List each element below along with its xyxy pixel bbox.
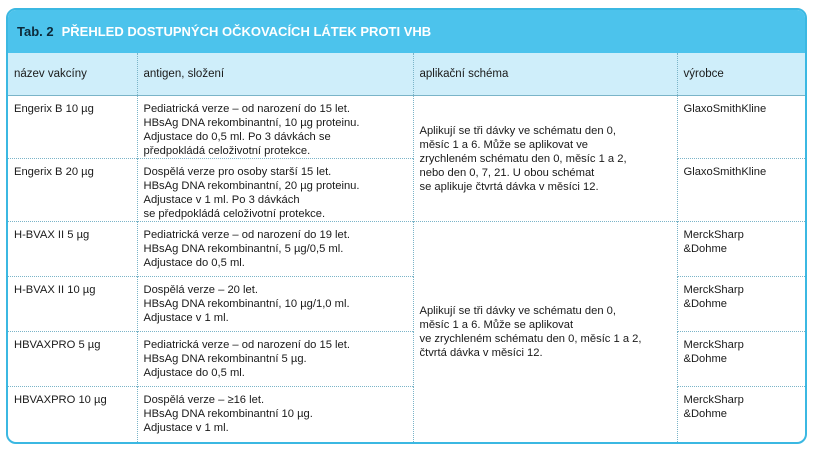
table-title: PŘEHLED DOSTUPNÝCH OČKOVACÍCH LÁTEK PROTI VHB: [61, 24, 432, 39]
composition: Dospělá verze – 20 let. HBsAg DNA rekombinantní, 10 µg/1,0 ml. Adjustace v 1 ml.: [137, 277, 413, 332]
composition: Pediatrická verze – od narození do 15 let. HBsAg DNA rekombinantní 5 µg. Adjustace do 0,5 ml.: [137, 332, 413, 387]
vaccine-name: Engerix B 10 µg: [8, 96, 137, 159]
vaccine-table: [8, 53, 805, 442]
vaccine-name: HBVAXPRO 10 µg: [8, 387, 137, 442]
manufacturer: GlaxoSmithKline: [683, 103, 767, 115]
header-manufacturer: výrobce: [677, 53, 805, 96]
vaccine-name: H-BVAX II 5 µg: [8, 222, 137, 277]
schedule-engerix: Aplikují se tři dávky ve schématu den 0, měsíc 1 a 6. Může se aplikovat ve zrychleném schématu den 0, měsíc 1 a 2, nebo den 0, 7, 21. U obou schémat se aplikuje čtvrtá dávka v měsíci 12.: [413, 96, 677, 222]
table-card: [6, 8, 807, 444]
manufacturer: MerckSharp &Dohme: [677, 332, 805, 387]
table-title-bar: [8, 10, 805, 53]
composition: Pediatrická verze – od narození do 19 let. HBsAg DNA rekombinantní, 5 µg/0,5 ml. Adjustace do 0,5 ml.: [137, 222, 413, 277]
vaccine-name: HBVAXPRO 5 µg: [8, 332, 137, 387]
manufacturer: GlaxoSmithKline: [677, 159, 805, 222]
manufacturer: MerckSharp &Dohme: [677, 222, 805, 277]
manufacturer: MerckSharp &Dohme: [677, 277, 805, 332]
table-row: [8, 96, 805, 159]
table-number: Tab. 2: [17, 24, 54, 39]
vaccine-name: H-BVAX II 10 µg: [8, 277, 137, 332]
header-schedule: aplikační schéma: [413, 53, 677, 96]
composition: Pediatrická verze – od narození do 15 let. HBsAg DNA rekombinantní, 10 µg proteinu. Adjustace do 0,5 ml. Po 3 dávkách se předpokládá celoživotní protekce.: [137, 96, 413, 159]
table-row: [8, 222, 805, 277]
header-row: [8, 53, 805, 96]
table-row: [8, 159, 805, 222]
schedule-msd: Aplikují se tři dávky ve schématu den 0, měsíc 1 a 6. Může se aplikovat ve zrychleném schématu den 0, měsíc 1 a 2, čtvrtá dávka v měsíci 12.: [413, 222, 677, 442]
composition: Dospělá verze – ≥16 let. HBsAg DNA rekombinantní 10 µg. Adjustace v 1 ml.: [137, 387, 413, 442]
table-row: [8, 387, 805, 442]
table-row: [8, 332, 805, 387]
vaccine-name: Engerix B 20 µg: [8, 159, 137, 222]
table-row: [8, 277, 805, 332]
header-vaccine-name: název vakcíny: [8, 53, 137, 96]
manufacturer: MerckSharp &Dohme: [677, 387, 805, 442]
composition: Dospělá verze pro osoby starší 15 let. HBsAg DNA rekombinantní, 20 µg proteinu. Adjustace v 1 ml. Po 3 dávkách se předpokládá celoživotní protekce.: [137, 159, 413, 222]
header-composition: antigen, složení: [137, 53, 413, 96]
